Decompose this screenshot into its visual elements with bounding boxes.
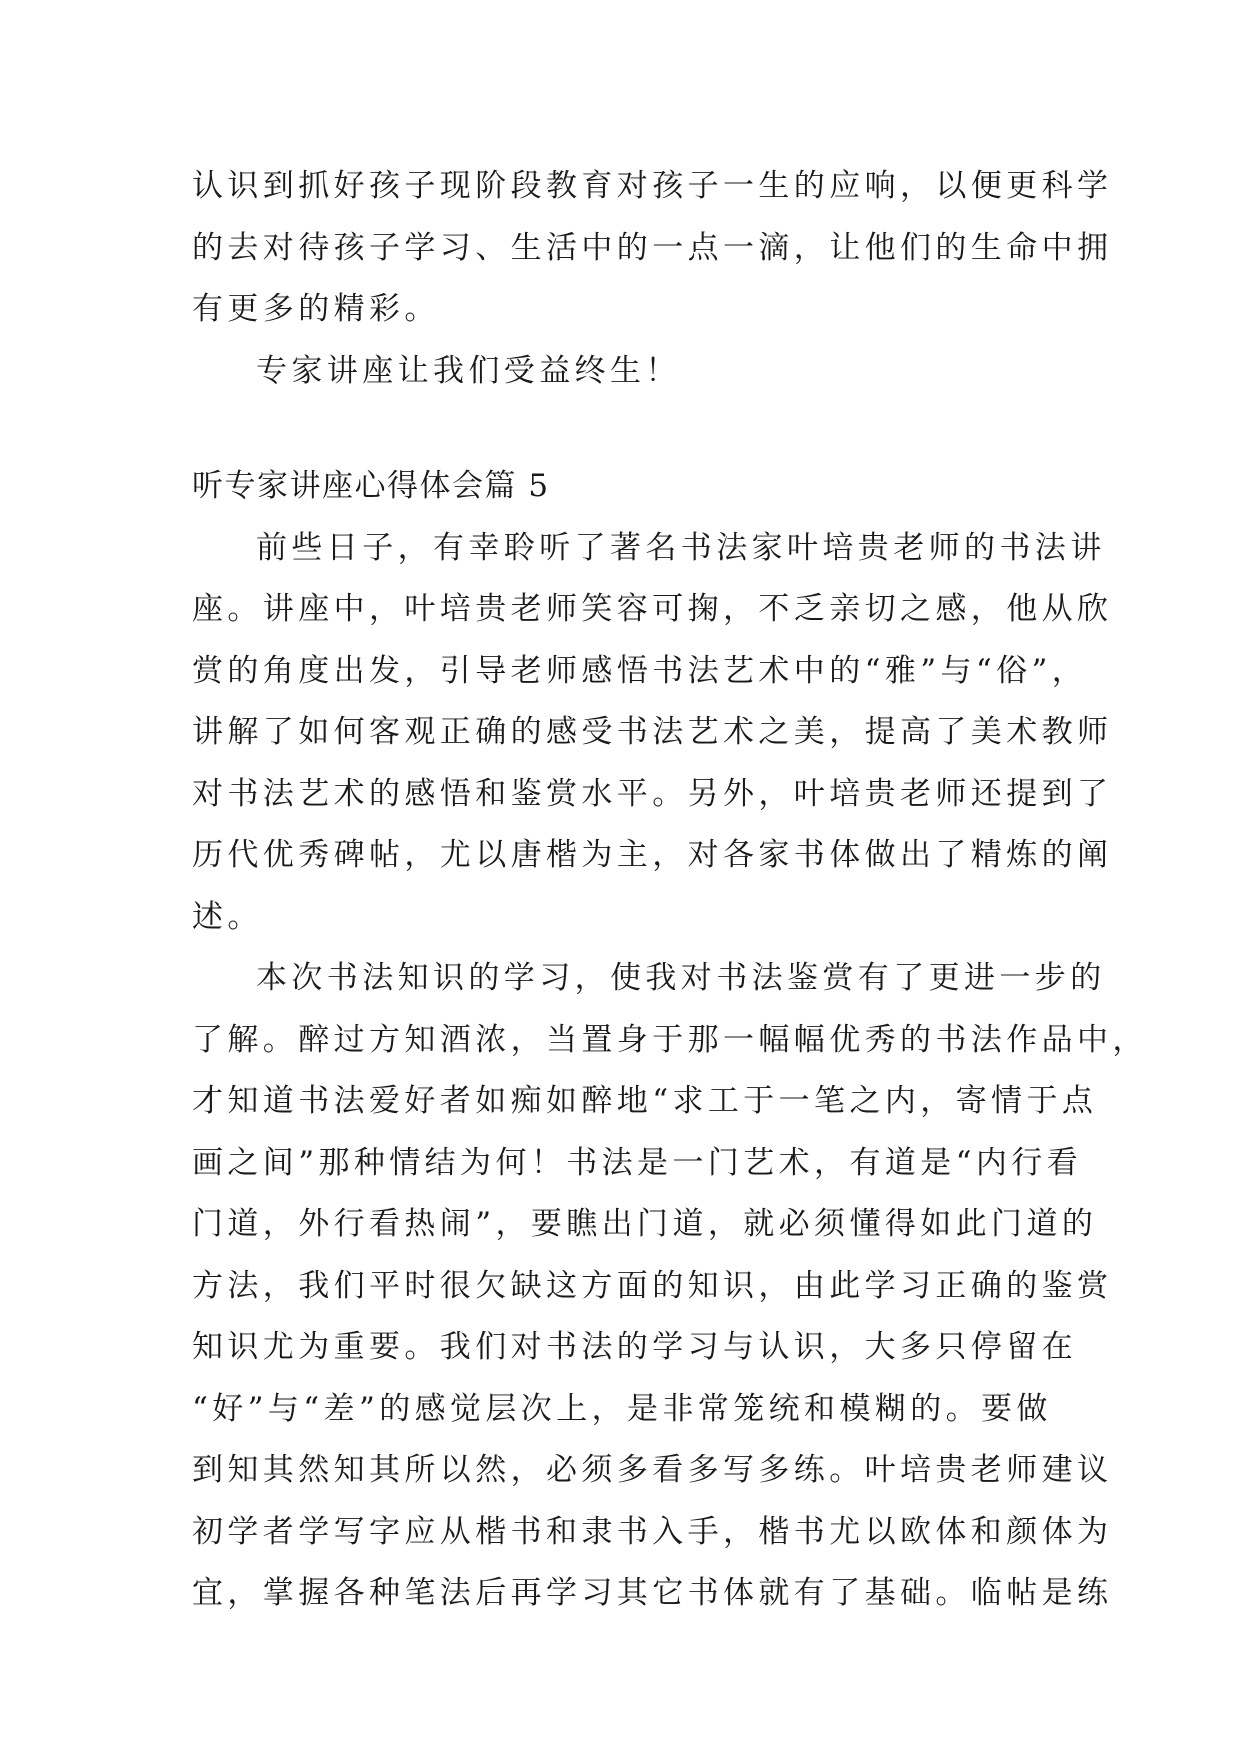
text-line: 赏的角度出发，引导老师感悟书法艺术中的“雅”与“俗”， [192, 652, 1088, 689]
text-line: 本次书法知识的学习，使我对书法鉴赏有了更进一步的 [256, 960, 1106, 996]
paragraph-4 [192, 948, 1148, 1625]
text-line: 认识到抓好孩子现阶段教育对孩子一生的应响，以便更科学 [192, 168, 1113, 204]
text-line: 讲解了如何客观正确的感受书法艺术之美，提高了美术教师 [192, 714, 1113, 750]
paragraph-3 [192, 518, 1113, 949]
text-line: 座。讲座中，叶培贵老师笑容可掬，不乏亲切之感，他从欣 [192, 591, 1113, 627]
text-line: 画之间”那种情结为何！书法是一门艺术，有道是“内行看 [192, 1144, 1083, 1181]
text-line: 初学者学写字应从楷书和隶书入手，楷书尤以欧体和颜体为 [192, 1513, 1113, 1550]
text-line: 有更多的精彩。 [192, 291, 440, 327]
text-line: 对书法艺术的感悟和鉴赏水平。另外，叶培贵老师还提到了 [192, 775, 1113, 812]
text-line: 的去对待孩子学习、生活中的一点一滴，让他们的生命中拥 [192, 229, 1113, 266]
text-line: 才知道书法爱好者如痴如醉地“求工于一笔之内，寄情于点 [192, 1083, 1098, 1119]
text-line: 前些日子，有幸聆听了著名书法家叶培贵老师的书法讲 [256, 529, 1106, 566]
text-line: 述。 [192, 898, 263, 935]
section-spacer [192, 402, 1052, 456]
section-heading: 听专家讲座心得体会篇 5 [192, 468, 550, 504]
text-line: 知识尤为重要。我们对书法的学习与认识，大多只停留在 [192, 1329, 1077, 1365]
text-line: “好”与“差”的感觉层次上，是非常笼统和模糊的。要做 [192, 1390, 1052, 1427]
text-line: 到知其然知其所以然，必须多看多写多练。叶培贵老师建议 [192, 1452, 1113, 1488]
text-line: 方法，我们平时很欠缺这方面的知识，由此学习正确的鉴赏 [192, 1267, 1113, 1304]
text-line: 门道，外行看热闹”，要瞧出门道，就必须懂得如此门道的 [192, 1206, 1098, 1242]
text-line: 了解。醉过方知酒浓，当置身于那一幅幅优秀的书法作品中， [192, 1021, 1148, 1058]
paragraph-1 [192, 156, 1113, 341]
text-line: 历代优秀碑帖，尤以唐楷为主，对各家书体做出了精炼的阐 [192, 837, 1113, 873]
text-line: 专家讲座让我们受益终生！ [256, 352, 681, 389]
text-line: 宜，掌握各种笔法后再学习其它书体就有了基础。临帖是练 [192, 1575, 1113, 1611]
paragraph-2 [192, 341, 1052, 403]
document-body [192, 156, 1148, 1625]
